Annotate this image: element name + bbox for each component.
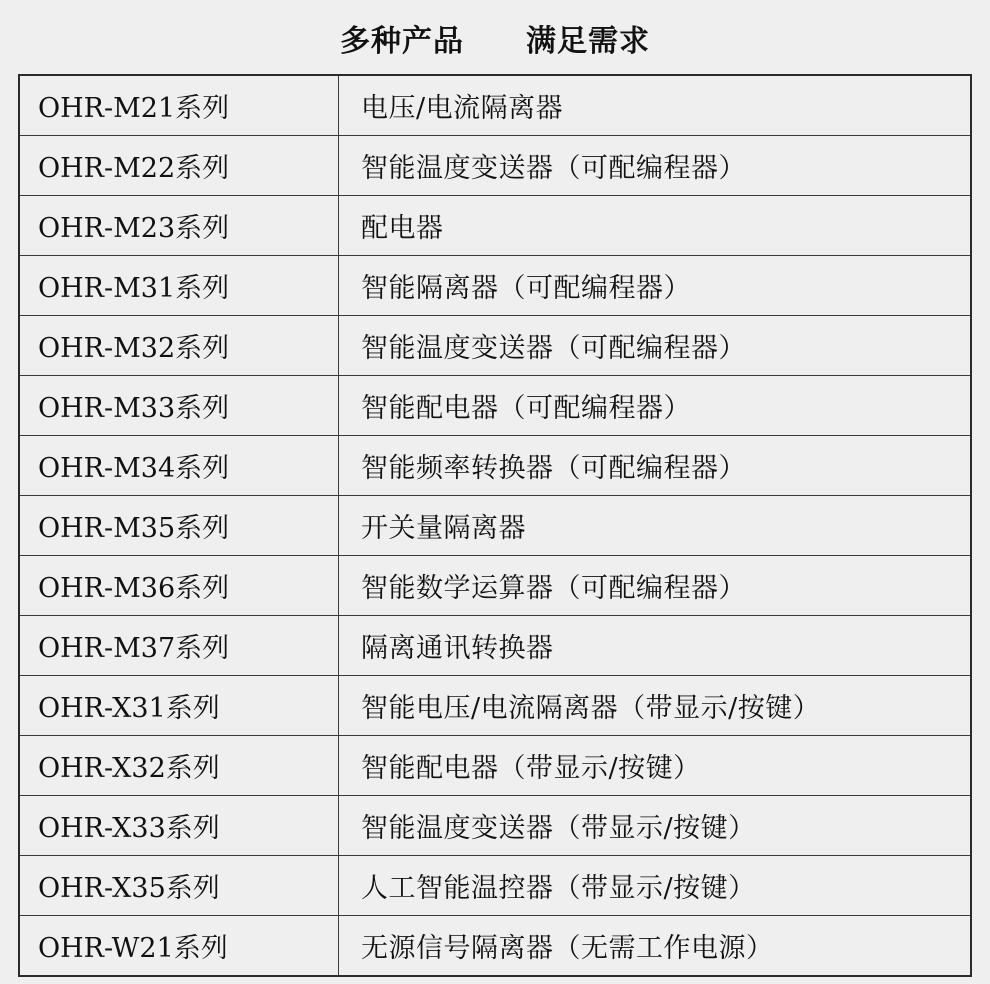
table-row — [20, 376, 970, 436]
product-description: 智能温度变送器（可配编程器） — [339, 136, 971, 196]
product-description: 开关量隔离器 — [339, 496, 971, 556]
product-model: OHR-M21系列 — [20, 76, 339, 136]
product-description: 智能频率转换器（可配编程器） — [339, 436, 971, 496]
table-row — [20, 556, 970, 616]
table-row — [20, 256, 970, 316]
product-table — [20, 76, 970, 975]
product-model: OHR-M34系列 — [20, 436, 339, 496]
product-model: OHR-M32系列 — [20, 316, 339, 376]
page-title: 多种产品 满足需求 — [340, 24, 650, 59]
product-description: 配电器 — [339, 196, 971, 256]
table-row — [20, 436, 970, 496]
product-model: OHR-X31系列 — [20, 676, 339, 736]
table-row — [20, 316, 970, 376]
product-model: OHR-X33系列 — [20, 796, 339, 856]
table-row — [20, 796, 970, 856]
product-description: 电压/电流隔离器 — [339, 76, 971, 136]
product-model: OHR-M31系列 — [20, 256, 339, 316]
product-model: OHR-M23系列 — [20, 196, 339, 256]
product-model: OHR-M35系列 — [20, 496, 339, 556]
product-description: 人工智能温控器（带显示/按键） — [339, 856, 971, 916]
table-row — [20, 856, 970, 916]
table-row — [20, 676, 970, 736]
product-description: 智能温度变送器（带显示/按键） — [339, 796, 971, 856]
table-row — [20, 196, 970, 256]
product-model: OHR-M22系列 — [20, 136, 339, 196]
table-row — [20, 136, 970, 196]
product-description: 智能配电器（带显示/按键） — [339, 736, 971, 796]
product-model: OHR-X32系列 — [20, 736, 339, 796]
product-model: OHR-W21系列 — [20, 916, 339, 976]
product-description: 智能电压/电流隔离器（带显示/按键） — [339, 676, 971, 736]
product-description: 智能数学运算器（可配编程器） — [339, 556, 971, 616]
product-model: OHR-M37系列 — [20, 616, 339, 676]
product-description: 智能配电器（可配编程器） — [339, 376, 971, 436]
product-description: 隔离通讯转换器 — [339, 616, 971, 676]
table-row — [20, 76, 970, 136]
product-model: OHR-X35系列 — [20, 856, 339, 916]
product-table-container — [18, 74, 972, 977]
product-description: 无源信号隔离器（无需工作电源） — [339, 916, 971, 976]
table-row — [20, 916, 970, 976]
product-model: OHR-M33系列 — [20, 376, 339, 436]
table-row — [20, 496, 970, 556]
product-model: OHR-M36系列 — [20, 556, 339, 616]
product-description: 智能温度变送器（可配编程器） — [339, 316, 971, 376]
product-description: 智能隔离器（可配编程器） — [339, 256, 971, 316]
product-table-body — [20, 76, 970, 975]
table-row — [20, 616, 970, 676]
table-row — [20, 736, 970, 796]
